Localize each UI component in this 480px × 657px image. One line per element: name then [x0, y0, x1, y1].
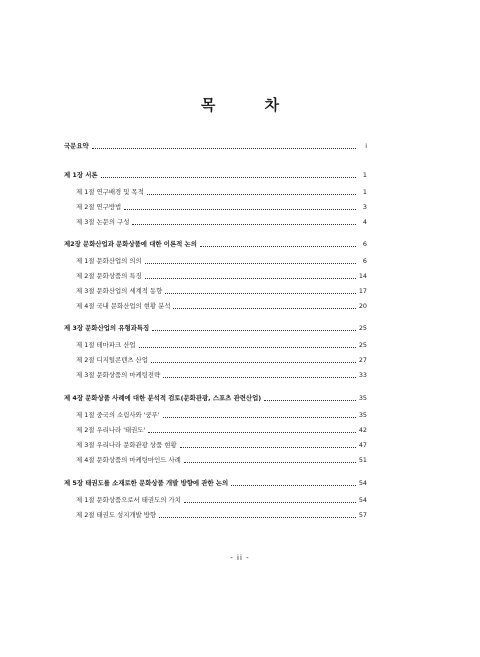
dot-leader	[145, 277, 356, 279]
toc-entry-section[interactable]	[64, 216, 367, 227]
toc-entry-section[interactable]	[64, 285, 367, 296]
page-number: 6	[362, 257, 367, 265]
page-number: 33	[358, 371, 367, 379]
page-number: 51	[358, 456, 367, 464]
section-title: 제 3절 논문의 구성	[76, 218, 130, 226]
toc-entry-chapter[interactable]	[64, 392, 367, 403]
page-number: 27	[358, 356, 367, 364]
dot-leader	[147, 193, 356, 195]
section-title: 제 1절 연구배경 및 목적	[76, 188, 144, 196]
chapter-title: 제 3장 문화산업의 유형과특징	[64, 324, 150, 332]
dot-leader	[132, 223, 356, 225]
page-number: 47	[358, 441, 367, 449]
page-number: 25	[358, 341, 367, 349]
section-title: 제 1절 테마파크 산업	[76, 341, 136, 349]
chapter-title: 국문요약	[64, 142, 89, 150]
dot-leader	[173, 307, 355, 309]
toc-entry-section[interactable]	[64, 255, 367, 266]
section-title: 제 2절 우리나라 '태권도'	[76, 426, 146, 434]
chapter-title: 제2장 문화산업과 문화상품에 대한 이론적 논의	[64, 240, 197, 248]
toc-entry-section[interactable]	[64, 300, 367, 311]
page-number: 4	[362, 218, 367, 226]
toc-entry-chapter[interactable]	[64, 477, 367, 488]
dot-leader	[180, 446, 356, 448]
dot-leader	[92, 147, 356, 149]
toc-entry-section[interactable]	[64, 509, 367, 520]
page-number: 42	[358, 426, 367, 434]
toc-entry-section[interactable]	[64, 409, 367, 420]
section-title: 제 2절 태권도 성지개발 방향	[76, 511, 157, 519]
toc-entry-section[interactable]	[64, 439, 367, 450]
page-number: 1	[362, 188, 367, 196]
toc-entry-section[interactable]	[64, 201, 367, 212]
section-title: 제 3절 우리나라 문화관광 상품 현황	[76, 441, 177, 449]
dot-leader	[264, 399, 356, 401]
chapter-title: 제 4장 문화상품 사례에 대한 분석적 검토(문화관광, 스포츠 관련산업)	[64, 394, 262, 402]
toc-entry-section[interactable]	[64, 339, 367, 350]
toc-entry-section[interactable]	[64, 454, 367, 465]
toc-entry-summary[interactable]	[64, 140, 367, 151]
toc-entry-chapter[interactable]	[64, 238, 367, 249]
toc-entry-section[interactable]	[64, 424, 367, 435]
page-number: 35	[358, 411, 367, 419]
section-title: 제 3절 문화상품의 마케팅전략	[76, 371, 161, 379]
dot-leader	[151, 361, 356, 363]
page-number: 14	[358, 272, 367, 280]
toc-entry-chapter[interactable]	[64, 169, 367, 180]
dot-leader	[148, 431, 356, 433]
section-title: 제 3절 문화산업의 세계적 동향	[76, 287, 163, 295]
section-title: 제 1절 중국의 소림사와 '쿵푸'	[76, 411, 160, 419]
dot-leader	[124, 208, 356, 210]
page-number: i	[365, 142, 367, 150]
dot-leader	[200, 245, 356, 247]
page-title: 목 차	[200, 96, 302, 114]
dot-leader	[163, 416, 356, 418]
section-title: 제 4절 문화상품의 마케팅마인드 사례	[76, 456, 181, 464]
dot-leader	[152, 329, 356, 331]
page-number: 57	[358, 511, 367, 519]
page-number: 17	[358, 287, 367, 295]
page-number-footer: - ii -	[230, 554, 250, 562]
page-number: 20	[358, 302, 367, 310]
dot-leader	[145, 262, 356, 264]
dot-leader	[184, 501, 356, 503]
dot-leader	[163, 376, 356, 378]
section-title: 제 1절 문화상품으로서 태권도의 가치	[76, 496, 181, 504]
page-number: 3	[362, 203, 367, 211]
toc-entry-section[interactable]	[64, 354, 367, 365]
page-number: 54	[358, 479, 367, 487]
section-title: 제 2절 문화상품의 특징	[76, 272, 142, 280]
dot-leader	[159, 516, 356, 518]
page-number: 6	[362, 240, 367, 248]
dot-leader	[184, 461, 356, 463]
section-title: 제 4절 국내 문화산업의 현황 분석	[76, 302, 171, 310]
dot-leader	[165, 292, 356, 294]
dot-leader	[139, 346, 356, 348]
toc-entry-section[interactable]	[64, 186, 367, 197]
section-title: 제 1절 문화산업의 의의	[76, 257, 142, 265]
dot-leader	[101, 176, 356, 178]
toc-entry-chapter[interactable]	[64, 322, 367, 333]
toc-entry-section[interactable]	[64, 369, 367, 380]
page-number: 54	[358, 496, 367, 504]
chapter-title: 제 1장 서론	[64, 171, 98, 179]
toc-entry-section[interactable]	[64, 270, 367, 281]
section-title: 제 2절 디지털콘텐츠 산업	[76, 356, 148, 364]
page-number: 25	[358, 324, 367, 332]
page-number: 35	[358, 394, 367, 402]
section-title: 제 2절 연구방법	[76, 203, 122, 211]
dot-leader	[231, 484, 356, 486]
toc-entry-section[interactable]	[64, 494, 367, 505]
chapter-title: 제 5장 태권도를 소재로한 문화상품 개발 방향에 관한 논의	[64, 479, 229, 487]
page-number: 1	[362, 171, 367, 179]
